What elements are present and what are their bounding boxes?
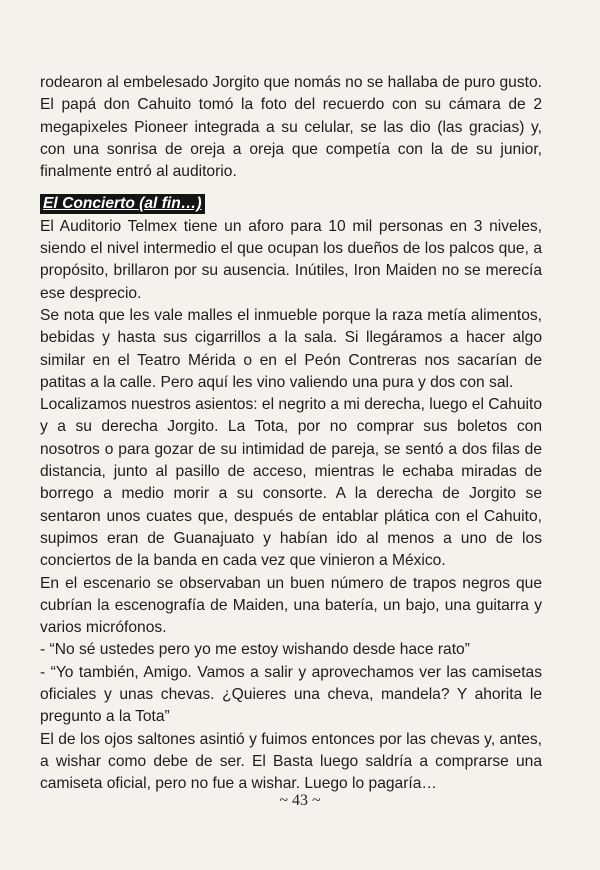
body-text — [40, 72, 542, 796]
dialogue-line-2: - “Yo también, Amigo. Vamos a salir y aprovechamos ver las camisetas oficiales y unas chevas. ¿Quieres una cheva, mandela? Y ahorita le pregunto a la Tota” — [40, 663, 542, 726]
section-heading: El Concierto (al fin…) — [40, 194, 205, 214]
paragraph-auditorio: El Auditorio Telmex tiene un aforo para 10 mil personas en 3 niveles, siendo el nivel intermedio el que ocupan los dueños de los palcos que, a propósito, brillaron por su ausencia. Inútiles, Iron Maiden no se merecía ese desprecio. — [40, 217, 542, 302]
paragraph-closing: El de los ojos saltones asintió y fuimos entonces por las chevas y, antes, a wishar como debe de ser. El Basta luego saldría a comprarse una camiseta oficial, pero no fue a wishar. Luego lo pagaría… — [40, 730, 542, 793]
page-number: ~ 43 ~ — [279, 792, 321, 809]
paragraph-opening: rodearon al embelesado Jorgito que nomás no se hallaba de puro gusto. El papá don Cahuito tomó la foto del recuerdo con su cámara de 2 megapixeles Pioneer integrada a su celular, se las dio (las gracias) y, con una sonrisa de oreja a oreja que competía con la de su junior, finalmente entró al auditorio. — [40, 74, 542, 181]
paragraph-inmueble: Se nota que les vale malles el inmueble porque la raza metía alimentos, bebidas y hasta sus cigarrillos a la sala. Si llegáramos a hacer algo similar en el Teatro Mérida o en el Peón Contreras nos sacarían de patitas a la calle. Pero aquí les vino valiendo una pura y dos con sal. — [40, 306, 542, 391]
dialogue-line-1: - “No sé ustedes pero yo me estoy wishando desde hace rato” — [40, 641, 470, 659]
paragraph-asientos: Localizamos nuestros asientos: el negrito a mi derecha, luego el Cahuito y a su derecha Jorgito. La Tota, por no comprar sus boletos con nosotros o para gozar de su intimidad de pareja, se sentó a dos filas de distancia, junto al pasillo de acceso, mientras le echaba miradas de borrego a medio morir a su consorte. A la derecha de Jorgito se sentaron unos cuates que, después de entablar plática con el Cahuito, supimos eran de Guanajuato y habían ido al menos a uno de los conciertos de la banda en cada vez que vinieron a México. — [40, 396, 542, 570]
paragraph-escenario: En el escenario se observaban un buen número de trapos negros que cubrían la escenografía de Maiden, una batería, un bajo, una guitarra y varios micrófonos. — [40, 574, 542, 637]
